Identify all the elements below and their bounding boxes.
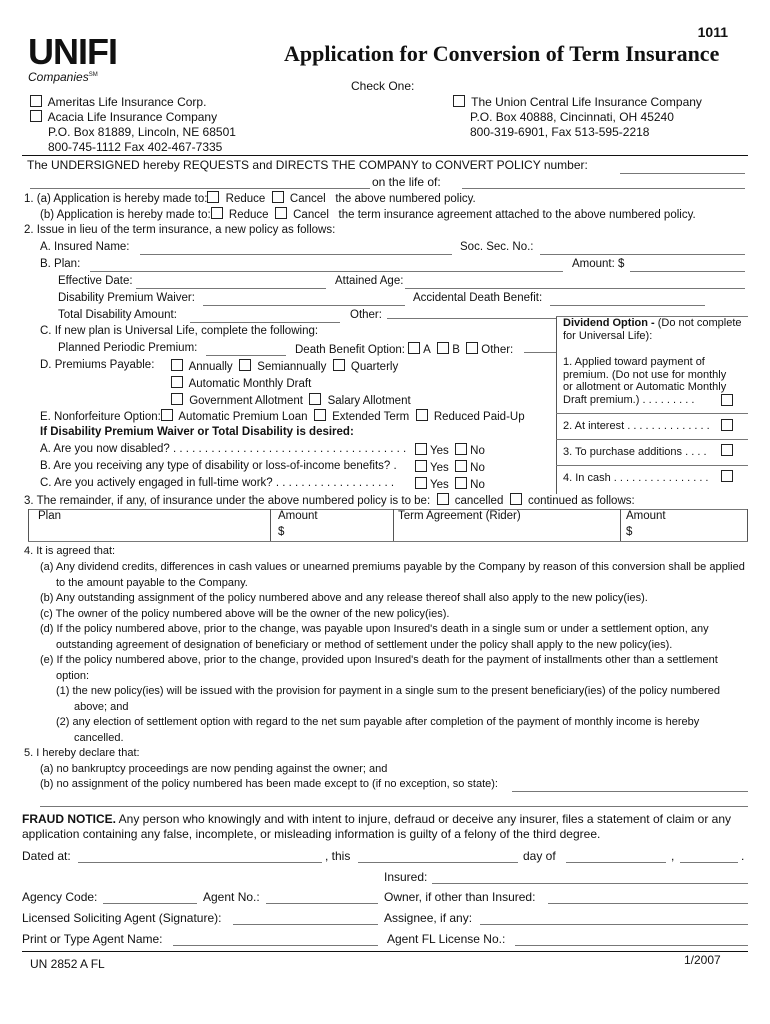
section1-b: (b) Application is hereby made to: Reduce Cancel the term insurance agreement attached to the above numbered policy. xyxy=(40,209,696,221)
db-option-a-checkbox[interactable] xyxy=(408,342,420,354)
date-comma: , xyxy=(671,849,675,863)
table-col-4 xyxy=(747,509,748,541)
col-plan: Plan xyxy=(38,510,62,522)
assignment-line[interactable] xyxy=(512,791,748,792)
lsa-line[interactable] xyxy=(233,924,378,925)
dividend-opt1-checkbox[interactable] xyxy=(721,394,733,406)
insured-name-line[interactable] xyxy=(140,254,452,255)
assignee-label: Assignee, if any: xyxy=(384,911,473,925)
footer-divider xyxy=(22,951,748,952)
section4-e2: (2) any election of settlement option with regard to the net sum payable after completion of the payment of monthly income is hereby cancelled. xyxy=(56,716,700,744)
dated-at-line[interactable] xyxy=(78,862,322,863)
header-divider xyxy=(22,155,748,156)
unifi-logo: UNIFI xyxy=(28,31,117,72)
premiums-payable-label: D. Premiums Payable: xyxy=(40,359,155,371)
section5-intro: 5. I hereby declare that: xyxy=(24,747,140,759)
insured-signature-line[interactable] xyxy=(432,883,748,884)
premiums-row3: Government Allotment Salary Allotment xyxy=(171,393,411,407)
qb-no-checkbox[interactable] xyxy=(455,460,467,472)
dividend-opt2-checkbox[interactable] xyxy=(721,419,733,431)
owner-line[interactable] xyxy=(548,903,748,904)
quarterly-checkbox[interactable] xyxy=(333,359,345,371)
effective-date-label: Effective Date: xyxy=(58,275,133,287)
db-option-other-checkbox[interactable] xyxy=(466,342,478,354)
remainder-continued-checkbox[interactable] xyxy=(510,493,522,505)
dividend-divider-1 xyxy=(556,413,748,414)
qb-answers: Yes No xyxy=(415,460,485,474)
company-ameritas[interactable]: Ameritas Life Insurance Corp. xyxy=(30,95,206,109)
insured-label: Insured: xyxy=(384,870,428,884)
total-disability-line[interactable] xyxy=(190,322,340,323)
agent-no-line[interactable] xyxy=(266,903,378,904)
qb-yes-checkbox[interactable] xyxy=(415,460,427,472)
company-union-central[interactable]: The Union Central Life Insurance Company xyxy=(453,95,702,109)
1a-cancel-checkbox[interactable] xyxy=(272,191,284,203)
assignee-line[interactable] xyxy=(480,924,748,925)
adb-line[interactable] xyxy=(550,305,705,306)
planned-premium-line[interactable] xyxy=(206,355,286,356)
dividend-opt3: 3. To purchase additions . . . . xyxy=(563,446,707,458)
db-option-b-checkbox[interactable] xyxy=(437,342,449,354)
dated-at-label: Dated at: xyxy=(22,849,71,863)
section1-a: 1. (a) Application is hereby made to: Reduce Cancel the above numbered policy. xyxy=(24,193,476,205)
1a-reduce-checkbox[interactable] xyxy=(207,191,219,203)
question-c: C. Are you actively engaged in full-time work? . . . . . . . . . . . . . . . . . . . xyxy=(40,477,395,489)
qc-yes-checkbox[interactable] xyxy=(415,477,427,489)
qa-answers: Yes No xyxy=(415,443,485,457)
page-title: Application for Conversion of Term Insurance xyxy=(284,41,720,66)
semiannually-checkbox[interactable] xyxy=(239,359,251,371)
disability-header: If Disability Premium Waiver or Total Disability is desired: xyxy=(40,426,354,438)
question-a: A. Are you now disabled? . . . . . . . . . . . . . . . . . . . . . . . . . . . . . . . . . . . . . xyxy=(40,443,407,455)
life-of-line[interactable] xyxy=(462,188,745,189)
table-col-3 xyxy=(620,509,621,541)
section4-intro: 4. It is agreed that: xyxy=(24,545,116,557)
attained-age-line[interactable] xyxy=(405,288,745,289)
union-central-checkbox[interactable] xyxy=(453,95,465,107)
section2-intro: 2. Issue in lieu of the term insurance, a new policy as follows: xyxy=(24,224,336,236)
fraud-notice: FRAUD NOTICE. Any person who knowingly and with intent to injure, defraud or deceive any insurer, files a statement of claim or any application containing any false, incomplete, or misleading information is guilty of a felony of the third degree. xyxy=(22,812,731,841)
section4-e1: (1) the new policy(ies) will be issued with the provision for payment in a single sum to the present beneficiary(ies) of the policy numbered above; and xyxy=(56,685,720,713)
print-agent-label: Print or Type Agent Name: xyxy=(22,932,163,946)
insured-name-label: A. Insured Name: xyxy=(40,241,130,253)
amount-label: Amount: $ xyxy=(572,258,625,270)
premiums-row1: Annually Semiannually Quarterly xyxy=(171,359,398,373)
logo-subtitle: Companies℠ xyxy=(28,70,98,84)
policy-cont-line xyxy=(30,188,370,189)
dividend-opt4: 4. In cash . . . . . . . . . . . . . . . . xyxy=(563,472,709,484)
acacia-checkbox[interactable] xyxy=(30,110,42,122)
dividend-opt4-checkbox[interactable] xyxy=(721,470,733,482)
nonforfeiture-row: E. Nonforfeiture Option: Automatic Premium Loan Extended Term Reduced Paid-Up xyxy=(40,411,525,423)
date-period: . xyxy=(741,849,745,863)
amd-checkbox[interactable] xyxy=(171,376,183,388)
qc-no-checkbox[interactable] xyxy=(455,477,467,489)
ssn-line[interactable] xyxy=(540,254,745,255)
qa-no-checkbox[interactable] xyxy=(455,443,467,455)
life-of-label: on the life of: xyxy=(372,175,441,189)
check-one-label: Check One: xyxy=(351,79,415,93)
dividend-opt3-checkbox[interactable] xyxy=(721,444,733,456)
dividend-opt1: 1. Applied toward payment of premium. (Do not use for monthly or allotment or Automatic Monthly Draft premium.) . . . . . . . . . xyxy=(563,356,727,406)
lsa-label: Licensed Soliciting Agent (Signature): xyxy=(22,911,222,925)
death-benefit-row: Death Benefit Option: A B Other: xyxy=(295,344,514,356)
extended-term-checkbox[interactable] xyxy=(314,409,326,421)
day-of-line[interactable] xyxy=(566,862,666,863)
dividend-box-border xyxy=(556,316,557,494)
left-address: P.O. Box 81889, Lincoln, NE 68501 xyxy=(48,125,236,139)
gov-allotment-checkbox[interactable] xyxy=(171,393,183,405)
amount-line[interactable] xyxy=(630,271,745,272)
year-line[interactable] xyxy=(680,862,738,863)
section3-text: 3. The remainder, if any, of insurance under the above numbered policy is to be: cancelled continued as follows: xyxy=(24,495,635,507)
table-col-0 xyxy=(28,509,29,541)
policy-number-line[interactable] xyxy=(620,173,745,174)
other-line[interactable] xyxy=(387,318,557,319)
premiums-row2: Automatic Monthly Draft xyxy=(171,376,311,390)
db-other-line[interactable] xyxy=(524,352,557,353)
annually-checkbox[interactable] xyxy=(171,359,183,371)
col-amount: Amount xyxy=(278,510,318,522)
qc-answers: Yes No xyxy=(415,477,485,491)
amount2-dollar[interactable]: $ xyxy=(626,526,633,538)
table-col-1 xyxy=(270,509,271,541)
this-label: , this xyxy=(325,849,351,863)
footer-date: 1/2007 xyxy=(684,953,721,967)
effective-date-line[interactable] xyxy=(136,288,326,289)
ssn-label: Soc. Sec. No.: xyxy=(460,241,534,253)
table-col-2 xyxy=(393,509,394,541)
table-bottom xyxy=(28,541,748,542)
qa-yes-checkbox[interactable] xyxy=(415,443,427,455)
agent-no-label: Agent No.: xyxy=(203,890,260,904)
attained-age-label: Attained Age: xyxy=(335,275,404,287)
owner-label: Owner, if other than Insured: xyxy=(384,890,536,904)
remainder-cancelled-checkbox[interactable] xyxy=(437,493,449,505)
section4-e: (e) If the policy numbered above, prior to the change, provided upon Insured's death for the payment of installments other than a settlement option: xyxy=(40,654,718,682)
dpw-line[interactable] xyxy=(203,305,405,306)
section5-b: (b) no assignment of the policy numbered has been made except to (if no exception, so state): xyxy=(40,778,498,790)
print-agent-line[interactable] xyxy=(173,945,378,946)
left-phone: 800-745-1112 Fax 402-467-7335 xyxy=(48,140,223,154)
reduced-paid-up-checkbox[interactable] xyxy=(416,409,428,421)
fl-license-label: Agent FL License No.: xyxy=(387,932,506,946)
section4-b: (b) Any outstanding assignment of the policy numbered above and any release thereof shall also apply to the new policy(ies). xyxy=(40,592,648,604)
form-number: 1011 xyxy=(697,24,728,40)
footer-form-code: UN 2852 A FL xyxy=(30,957,105,971)
col-amount2: Amount xyxy=(626,510,666,522)
section2-c: C. If new plan is Universal Life, complete the following: xyxy=(40,325,319,337)
day-of-label: day of xyxy=(523,849,556,863)
1b-cancel-checkbox[interactable] xyxy=(275,207,287,219)
amount-dollar[interactable]: $ xyxy=(278,526,285,538)
dpw-label: Disability Premium Waiver: xyxy=(58,292,195,304)
agency-code-line[interactable] xyxy=(103,903,197,904)
plan-label: B. Plan: xyxy=(40,258,81,270)
section4-d: (d) If the policy numbered above, prior to the change, was payable upon Insured's death in a single sum or under a settlement option, any outstanding agreement of designation of beneficiary or method of settlement under the policy shall apply to the new policy(ies). xyxy=(40,623,709,651)
company-acacia[interactable]: Acacia Life Insurance Company xyxy=(30,110,217,124)
dividend-divider-3 xyxy=(556,465,748,466)
col-rider: Term Agreement (Rider) xyxy=(398,510,521,522)
section4-c: (c) The owner of the policy numbered above will be the owner of the new policy(ies). xyxy=(40,608,450,620)
section4-a: (a) Any dividend credits, differences in cash values or unearned premiums payable by the Company by reason of this conversion shall be applied to the amount payable to the Company. xyxy=(40,561,745,589)
section5-a: (a) no bankruptcy proceedings are now pending against the owner; and xyxy=(40,763,388,775)
dividend-title: Dividend Option - (Do not complete for Universal Life): xyxy=(563,317,742,342)
apl-checkbox[interactable] xyxy=(161,409,173,421)
total-disability-label: Total Disability Amount: xyxy=(58,309,177,321)
agency-code-label: Agency Code: xyxy=(22,890,98,904)
planned-premium-label: Planned Periodic Premium: xyxy=(58,342,198,354)
other-label: Other: xyxy=(350,309,382,321)
convert-request: The UNDERSIGNED hereby REQUESTS and DIRECTS THE COMPANY to CONVERT POLICY number: xyxy=(27,158,588,172)
dividend-divider-2 xyxy=(556,439,748,440)
right-phone: 800-319-6901, Fax 513-595-2218 xyxy=(470,125,650,139)
adb-label: Accidental Death Benefit: xyxy=(413,292,543,304)
salary-allotment-checkbox[interactable] xyxy=(309,393,321,405)
this-line[interactable] xyxy=(358,862,518,863)
fl-license-line[interactable] xyxy=(515,945,748,946)
dividend-opt2: 2. At interest . . . . . . . . . . . . . . xyxy=(563,420,710,432)
plan-line[interactable] xyxy=(90,271,563,272)
assignment-line-2[interactable] xyxy=(40,806,748,807)
1b-reduce-checkbox[interactable] xyxy=(211,207,223,219)
right-address: P.O. Box 40888, Cincinnati, OH 45240 xyxy=(470,110,674,124)
question-b: B. Are you receiving any type of disability or loss-of-income benefits? . xyxy=(40,460,397,472)
ameritas-checkbox[interactable] xyxy=(30,95,42,107)
